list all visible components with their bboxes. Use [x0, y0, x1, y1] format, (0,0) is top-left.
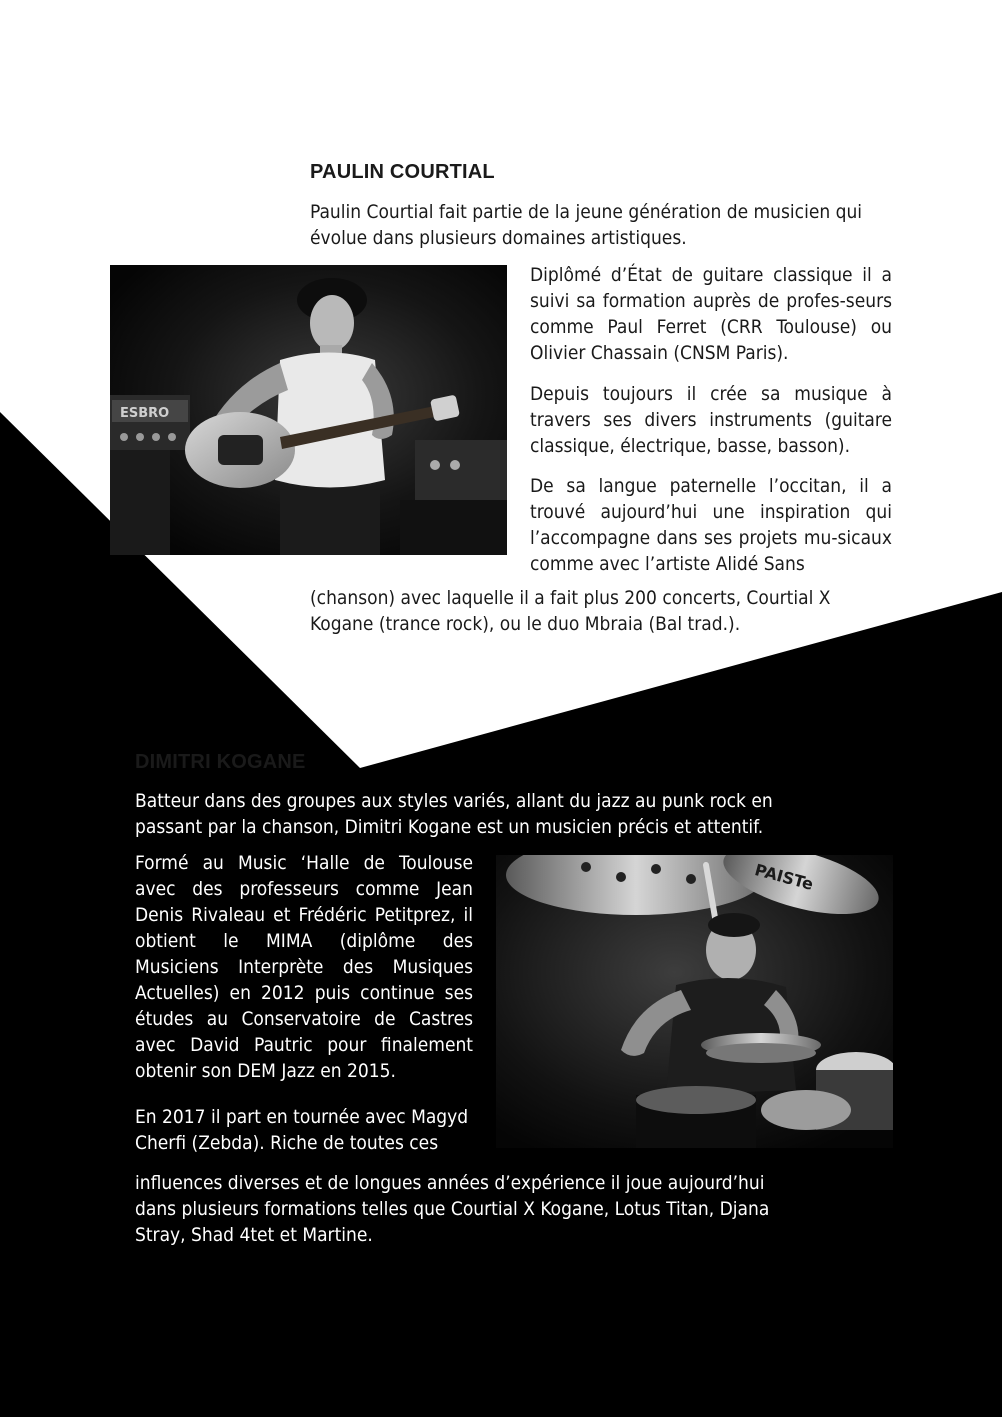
paulin-intro: Paulin Courtial fait partie de la jeune génération de musicien qui évolue dans plusieurs domaines artistiques.	[310, 201, 863, 249]
paulin-name: PAULIN COURTIAL	[310, 161, 495, 183]
dimitri-intro: Batteur dans des groupes aux styles variés, allant du jazz au punk rock en passant par la chanson, Dimitri Kogane est un musicien précis et attentif.	[135, 790, 773, 838]
dimitri-p2: En 2017 il part en tournée avec Magyd Cherfi (Zebda). Riche de toutes ces	[135, 1106, 469, 1154]
amp-label: ESBRO	[120, 406, 170, 421]
paulin-p1: Diplômé d’État de guitare classique il a suivi sa formation auprès de profes-seurs comme Paul Ferret (CRR Toulouse) ou Olivier Chassain (CNSM Paris).	[530, 264, 892, 364]
dimitri-name: DIMITRI KOGANE	[135, 751, 306, 773]
paulin-p3-continued: (chanson) avec laquelle il a fait plus 200 concerts, Courtial X Kogane (trance rock), ou le duo Mbraia (Bal trad.).	[310, 587, 831, 635]
drummer-photo	[496, 855, 893, 1148]
paulin-p3: De sa langue paternelle l’occitan, il a trouvé aujourd’hui une inspiration qui l’accompagne dans ses projets mu-sicaux comme avec l’artiste Alidé Sans	[530, 475, 892, 575]
paulin-p2: Depuis toujours il crée sa musique à travers ses divers instruments (guitare classique, électrique, basse, basson).	[530, 383, 892, 457]
guitarist-photo	[110, 265, 507, 555]
dimitri-p2-continued: influences diverses et de longues années d’expérience il joue aujourd’hui dans plusieurs formations telles que Courtial X Kogane, Lotus Titan, Djana Stray, Shad 4tet et Martine.	[135, 1172, 770, 1246]
dimitri-p1: Formé au Music ‘Halle de Toulouse avec des professeurs comme Jean Denis Rivaleau et Frédéric Petitprez, il obtient le MIMA (diplôme des Musiciens Interprète des Musiques Actuelles) en 2012 puis continue ses études au Conservatoire de Castres avec David Pautric pour finalement obtenir son DEM Jazz en 2015.	[135, 852, 473, 1082]
cymbal-label: PAISTe	[752, 860, 816, 894]
